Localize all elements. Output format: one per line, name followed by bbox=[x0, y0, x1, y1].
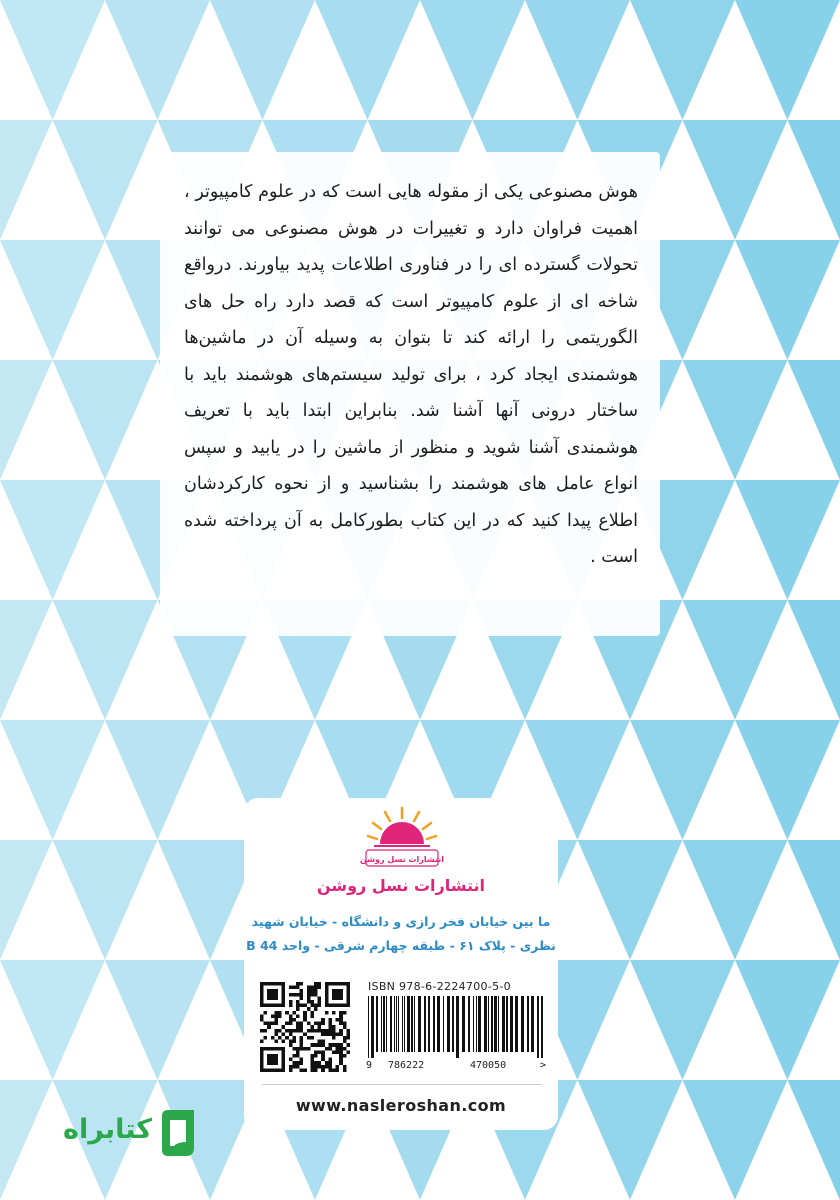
qr-module bbox=[314, 1065, 318, 1069]
qr-module bbox=[325, 1032, 329, 1036]
qr-module bbox=[282, 1032, 286, 1036]
barcode-bar bbox=[371, 996, 374, 1058]
barcode-bar bbox=[396, 996, 397, 1052]
qr-module bbox=[260, 1018, 264, 1022]
barcode-bar bbox=[506, 996, 508, 1052]
isbn-label: ISBN 978-6-2224700-5-0 bbox=[368, 980, 511, 993]
qr-module bbox=[289, 1000, 293, 1004]
qr-module bbox=[285, 1022, 289, 1026]
qr-module bbox=[328, 1043, 332, 1047]
ketabrah-logo bbox=[40, 1106, 220, 1166]
qr-module bbox=[264, 1011, 268, 1015]
qr-module bbox=[300, 989, 304, 993]
barcode-digits bbox=[366, 1060, 552, 1074]
qr-module bbox=[267, 1022, 271, 1026]
qr-module bbox=[318, 1061, 322, 1065]
barcode-bar bbox=[531, 996, 534, 1052]
qr-module bbox=[343, 1011, 347, 1015]
qr-finder bbox=[267, 989, 278, 1000]
qr-module bbox=[336, 1068, 340, 1072]
qr-module bbox=[292, 1011, 296, 1015]
qr-module bbox=[314, 986, 318, 990]
qr-module bbox=[307, 1036, 311, 1040]
qr-module bbox=[289, 1018, 293, 1022]
qr-module bbox=[292, 1029, 296, 1033]
qr-module bbox=[307, 996, 311, 1000]
qr-module bbox=[325, 1047, 329, 1051]
address-line-1: ما بین خیابان فخر رازی و دانشگاه - خیابان شهید bbox=[251, 914, 551, 929]
isbn-barcode bbox=[366, 996, 544, 1058]
qr-module bbox=[300, 1058, 304, 1062]
barcode-bar bbox=[478, 996, 481, 1052]
barcode-bar bbox=[462, 996, 465, 1052]
qr-module bbox=[339, 1029, 343, 1033]
qr-module bbox=[328, 1018, 332, 1022]
barcode-bar bbox=[398, 996, 399, 1052]
qr-module bbox=[328, 1068, 332, 1072]
qr-module bbox=[318, 1022, 322, 1026]
qr-module bbox=[274, 1022, 278, 1026]
qr-module bbox=[303, 1014, 307, 1018]
qr-module bbox=[296, 993, 300, 997]
qr-module bbox=[296, 1061, 300, 1065]
qr-module bbox=[310, 1058, 314, 1062]
qr-finder bbox=[267, 1054, 278, 1065]
qr-module bbox=[274, 1040, 278, 1044]
barcode-bar bbox=[414, 996, 415, 1052]
qr-module bbox=[292, 993, 296, 997]
qr-module bbox=[314, 1004, 318, 1008]
barcode-bar bbox=[452, 996, 454, 1052]
publisher-logo bbox=[350, 804, 454, 872]
qr-module bbox=[339, 1058, 343, 1062]
qr-module bbox=[289, 1022, 293, 1026]
qr-module bbox=[296, 986, 300, 990]
qr-module bbox=[278, 1029, 282, 1033]
qr-module bbox=[307, 1000, 311, 1004]
qr-module bbox=[325, 1065, 329, 1069]
qr-module bbox=[339, 1043, 343, 1047]
address-line-2: نظری - پلاک ۶۱ - طبقه چهارم شرقی - واحد B 44 bbox=[246, 938, 556, 953]
qr-module bbox=[339, 1061, 343, 1065]
qr-module bbox=[289, 1065, 293, 1069]
barcode-bar bbox=[437, 996, 440, 1052]
qr-module bbox=[318, 1043, 322, 1047]
qr-module bbox=[307, 993, 311, 997]
qr-module bbox=[300, 1043, 304, 1047]
qr-module bbox=[292, 1065, 296, 1069]
qr-module bbox=[339, 1022, 343, 1026]
qr-module bbox=[332, 1050, 336, 1054]
qr-module bbox=[300, 1047, 304, 1051]
qr-module bbox=[332, 1011, 336, 1015]
qr-module bbox=[328, 1029, 332, 1033]
qr-module bbox=[310, 1036, 314, 1040]
qr-module bbox=[303, 1032, 307, 1036]
ketabrah-book-icon bbox=[156, 1108, 200, 1158]
qr-module bbox=[271, 1022, 275, 1026]
barcode-bar bbox=[521, 996, 524, 1052]
qr-module bbox=[321, 1040, 325, 1044]
qr-module bbox=[336, 1018, 340, 1022]
qr-module bbox=[285, 1036, 289, 1040]
qr-module bbox=[300, 1025, 304, 1029]
qr-module bbox=[300, 1061, 304, 1065]
qr-module bbox=[289, 1058, 293, 1062]
qr-module bbox=[303, 1068, 307, 1072]
qr-module bbox=[314, 1054, 318, 1058]
barcode-bar bbox=[407, 996, 410, 1052]
qr-module bbox=[328, 1058, 332, 1062]
qr-module bbox=[314, 993, 318, 997]
qr-module bbox=[314, 1061, 318, 1065]
qr-module bbox=[278, 1011, 282, 1015]
qr-module bbox=[346, 1029, 350, 1033]
barcode-bar bbox=[394, 996, 395, 1052]
barcode-bar bbox=[433, 996, 435, 1052]
barcode-bar bbox=[510, 996, 513, 1052]
barcode-bar bbox=[515, 996, 518, 1052]
qr-module bbox=[339, 1032, 343, 1036]
qr-module bbox=[296, 1007, 300, 1011]
qr-module bbox=[328, 1025, 332, 1029]
qr-module bbox=[296, 1065, 300, 1069]
qr-module bbox=[325, 1061, 329, 1065]
publisher-address bbox=[244, 910, 558, 958]
logo-text: انتشارات نسل روشن bbox=[359, 855, 445, 864]
qr-module bbox=[310, 1068, 314, 1072]
qr-module bbox=[314, 1029, 318, 1033]
qr-module bbox=[321, 1050, 325, 1054]
qr-module bbox=[260, 1014, 264, 1018]
qr-module bbox=[321, 1068, 325, 1072]
qr-module bbox=[264, 1036, 268, 1040]
qr-module bbox=[260, 1040, 264, 1044]
barcode-bar bbox=[473, 996, 474, 1052]
barcode-bar bbox=[402, 996, 403, 1052]
qr-module bbox=[339, 1050, 343, 1054]
qr-module bbox=[328, 1047, 332, 1051]
qr-module bbox=[310, 1054, 314, 1058]
qr-module bbox=[310, 1014, 314, 1018]
qr-module bbox=[328, 1032, 332, 1036]
qr-module bbox=[314, 1050, 318, 1054]
barcode-bar bbox=[527, 996, 529, 1052]
qr-module bbox=[332, 1036, 336, 1040]
barcode-bar bbox=[491, 996, 493, 1052]
qr-module bbox=[325, 1011, 329, 1015]
barcode-bar bbox=[411, 996, 413, 1052]
qr-module bbox=[300, 1029, 304, 1033]
qr-module bbox=[310, 989, 314, 993]
qr-module bbox=[296, 1014, 300, 1018]
qr-module bbox=[310, 1065, 314, 1069]
qr-module bbox=[274, 1011, 278, 1015]
qr-module bbox=[296, 1054, 300, 1058]
qr-module bbox=[296, 1050, 300, 1054]
qr-module bbox=[346, 1032, 350, 1036]
qr-module bbox=[318, 982, 322, 986]
qr-module bbox=[264, 1029, 268, 1033]
qr-code bbox=[260, 982, 350, 1072]
qr-module bbox=[332, 1032, 336, 1036]
qr-module bbox=[289, 1043, 293, 1047]
qr-module bbox=[328, 1061, 332, 1065]
barcode-bar bbox=[383, 996, 385, 1052]
qr-module bbox=[321, 1032, 325, 1036]
qr-module bbox=[307, 989, 311, 993]
qr-module bbox=[307, 1007, 311, 1011]
barcode-bar bbox=[502, 996, 505, 1052]
qr-module bbox=[346, 1043, 350, 1047]
qr-module bbox=[300, 1040, 304, 1044]
qr-module bbox=[343, 1022, 347, 1026]
qr-module bbox=[321, 1029, 325, 1033]
qr-module bbox=[260, 1029, 264, 1033]
qr-module bbox=[332, 1025, 336, 1029]
qr-module bbox=[314, 1068, 318, 1072]
ketabrah-wordmark: کتابراه bbox=[63, 1114, 152, 1145]
qr-module bbox=[318, 1040, 322, 1044]
barcode-bar bbox=[368, 996, 369, 1058]
qr-module bbox=[336, 1065, 340, 1069]
qr-module bbox=[296, 982, 300, 986]
qr-module bbox=[314, 989, 318, 993]
barcode-digit-left: 786222 bbox=[388, 1060, 425, 1071]
qr-module bbox=[285, 1029, 289, 1033]
qr-module bbox=[289, 1029, 293, 1033]
barcode-bar bbox=[376, 996, 378, 1052]
publisher-website[interactable]: www.nasleroshan.com bbox=[295, 1096, 507, 1115]
barcode-bar bbox=[537, 996, 539, 1058]
qr-module bbox=[282, 1025, 286, 1029]
qr-module bbox=[318, 1025, 322, 1029]
qr-module bbox=[300, 1022, 304, 1026]
qr-module bbox=[336, 1043, 340, 1047]
barcode-bar bbox=[447, 996, 450, 1052]
barcode-bar bbox=[488, 996, 489, 1052]
barcode-bar bbox=[541, 996, 543, 1058]
qr-module bbox=[310, 1029, 314, 1033]
qr-module bbox=[343, 1025, 347, 1029]
qr-module bbox=[300, 1036, 304, 1040]
barcode-bar bbox=[494, 996, 497, 1052]
qr-module bbox=[318, 1065, 322, 1069]
qr-module bbox=[296, 1029, 300, 1033]
qr-module bbox=[271, 1036, 275, 1040]
qr-module bbox=[314, 1022, 318, 1026]
qr-finder bbox=[332, 989, 343, 1000]
qr-module bbox=[274, 1018, 278, 1022]
qr-module bbox=[343, 1047, 347, 1051]
qr-module bbox=[300, 1004, 304, 1008]
qr-module bbox=[307, 1029, 311, 1033]
qr-module bbox=[314, 1007, 318, 1011]
qr-module bbox=[336, 1047, 340, 1051]
qr-module bbox=[336, 1050, 340, 1054]
qr-module bbox=[310, 1043, 314, 1047]
qr-module bbox=[310, 1011, 314, 1015]
qr-module bbox=[332, 1029, 336, 1033]
qr-module bbox=[296, 1000, 300, 1004]
qr-module bbox=[300, 993, 304, 997]
qr-module bbox=[296, 1047, 300, 1051]
qr-module bbox=[271, 1014, 275, 1018]
publisher-name: انتشارات نسل روشن bbox=[316, 876, 486, 895]
qr-module bbox=[278, 1014, 282, 1018]
qr-module bbox=[289, 1068, 293, 1072]
qr-module bbox=[310, 1025, 314, 1029]
qr-module bbox=[278, 1036, 282, 1040]
qr-module bbox=[339, 1054, 343, 1058]
qr-module bbox=[307, 986, 311, 990]
barcode-bar bbox=[386, 996, 387, 1052]
qr-module bbox=[300, 982, 304, 986]
qr-module bbox=[292, 1018, 296, 1022]
qr-module bbox=[267, 1025, 271, 1029]
qr-module bbox=[321, 1058, 325, 1062]
qr-module bbox=[339, 1011, 343, 1015]
qr-module bbox=[318, 1050, 322, 1054]
barcode-digit-right: 470050 bbox=[470, 1060, 507, 1071]
qr-module bbox=[289, 1040, 293, 1044]
qr-module bbox=[296, 1004, 300, 1008]
qr-module bbox=[296, 1025, 300, 1029]
barcode-bar bbox=[390, 996, 392, 1052]
qr-module bbox=[321, 1065, 325, 1069]
blurb-text: هوش مصنوعی یکی از مقوله هایی است که در علوم کامپیوتر ، اهمیت فراوان دارد و تغییرات در هوش مصنوعی می توانند تحولات گسترده ای را در فناوری اطلاعات پدید بیاورند. درواقع شاخه ای از علوم کامپیوتر است که قصد دارد راه حل های الگوریتمی را ارائه کند تا بتوان به وسیله آن در ماشین‌ها هوشمندی ایجاد کرد ، برای تولید سیستم‌های هوشمند باید با ساختار درونی آنها آشنا شد. بنابراین ابتدا باید با تعریف هوشمندی آشنا شوید و منظور از ماشین را در یابید و سپس انواع عامل های هوشمند را بشناسید و از نحوه کارکردشان اطلاع پیدا کنید که در این کتاب بطورکامل به آن پرداخته شده است . bbox=[184, 182, 638, 567]
qr-module bbox=[321, 1043, 325, 1047]
barcode-bar bbox=[468, 996, 470, 1052]
barcode-digit-end: > bbox=[540, 1060, 547, 1071]
qr-module bbox=[339, 1047, 343, 1051]
qr-module bbox=[321, 1022, 325, 1026]
qr-module bbox=[339, 1018, 343, 1022]
qr-module bbox=[318, 986, 322, 990]
qr-module bbox=[310, 1061, 314, 1065]
qr-module bbox=[318, 1004, 322, 1008]
qr-module bbox=[310, 986, 314, 990]
qr-module bbox=[314, 1043, 318, 1047]
qr-module bbox=[332, 1043, 336, 1047]
qr-module bbox=[274, 1029, 278, 1033]
qr-module bbox=[285, 1011, 289, 1015]
blurb-panel bbox=[160, 152, 660, 636]
barcode-bar bbox=[456, 996, 459, 1058]
qr-module bbox=[328, 1065, 332, 1069]
qr-module bbox=[289, 986, 293, 990]
qr-module bbox=[332, 1068, 336, 1072]
qr-module bbox=[289, 993, 293, 997]
qr-module bbox=[292, 986, 296, 990]
qr-module bbox=[264, 1022, 268, 1026]
qr-module bbox=[303, 1047, 307, 1051]
qr-module bbox=[310, 993, 314, 997]
qr-module bbox=[336, 1032, 340, 1036]
qr-module bbox=[289, 1032, 293, 1036]
qr-module bbox=[310, 1004, 314, 1008]
divider bbox=[262, 1084, 542, 1085]
qr-module bbox=[274, 1032, 278, 1036]
barcode-bar bbox=[428, 996, 430, 1052]
barcode-bar bbox=[484, 996, 487, 1052]
qr-module bbox=[321, 1054, 325, 1058]
qr-module bbox=[321, 1018, 325, 1022]
qr-module bbox=[300, 996, 304, 1000]
publisher-panel bbox=[244, 798, 558, 1130]
qr-module bbox=[346, 1036, 350, 1040]
sun-icon bbox=[368, 808, 436, 846]
barcode-bar bbox=[418, 996, 421, 1052]
barcode-bar bbox=[404, 996, 405, 1052]
qr-module bbox=[314, 982, 318, 986]
qr-module bbox=[300, 1068, 304, 1072]
qr-module bbox=[296, 1022, 300, 1026]
qr-module bbox=[346, 1050, 350, 1054]
qr-module bbox=[292, 1036, 296, 1040]
qr-module bbox=[343, 1040, 347, 1044]
qr-module bbox=[303, 1004, 307, 1008]
barcode-bar bbox=[424, 996, 426, 1052]
qr-module bbox=[343, 1036, 347, 1040]
qr-module bbox=[303, 1011, 307, 1015]
barcode-bar bbox=[381, 996, 382, 1052]
qr-module bbox=[318, 996, 322, 1000]
barcode-bar bbox=[443, 996, 444, 1052]
barcode-digit-lead: 9 bbox=[366, 1060, 373, 1071]
qr-module bbox=[318, 1029, 322, 1033]
qr-module bbox=[289, 1004, 293, 1008]
qr-module bbox=[328, 1022, 332, 1026]
qr-module bbox=[292, 1061, 296, 1065]
qr-module bbox=[274, 1014, 278, 1018]
qr-module bbox=[303, 1018, 307, 1022]
qr-module bbox=[292, 1054, 296, 1058]
qr-module bbox=[325, 1029, 329, 1033]
qr-module bbox=[318, 1000, 322, 1004]
barcode-bar bbox=[476, 996, 477, 1052]
qr-module bbox=[343, 1065, 347, 1069]
qr-module bbox=[292, 1040, 296, 1044]
qr-module bbox=[307, 1047, 311, 1051]
qr-module bbox=[343, 1068, 347, 1072]
qr-module bbox=[343, 1054, 347, 1058]
qr-module bbox=[289, 1014, 293, 1018]
barcode-bar bbox=[498, 996, 499, 1052]
qr-module bbox=[282, 1040, 286, 1044]
qr-module bbox=[339, 1014, 343, 1018]
qr-module bbox=[307, 1022, 311, 1026]
qr-module bbox=[292, 1047, 296, 1051]
qr-module bbox=[310, 1000, 314, 1004]
